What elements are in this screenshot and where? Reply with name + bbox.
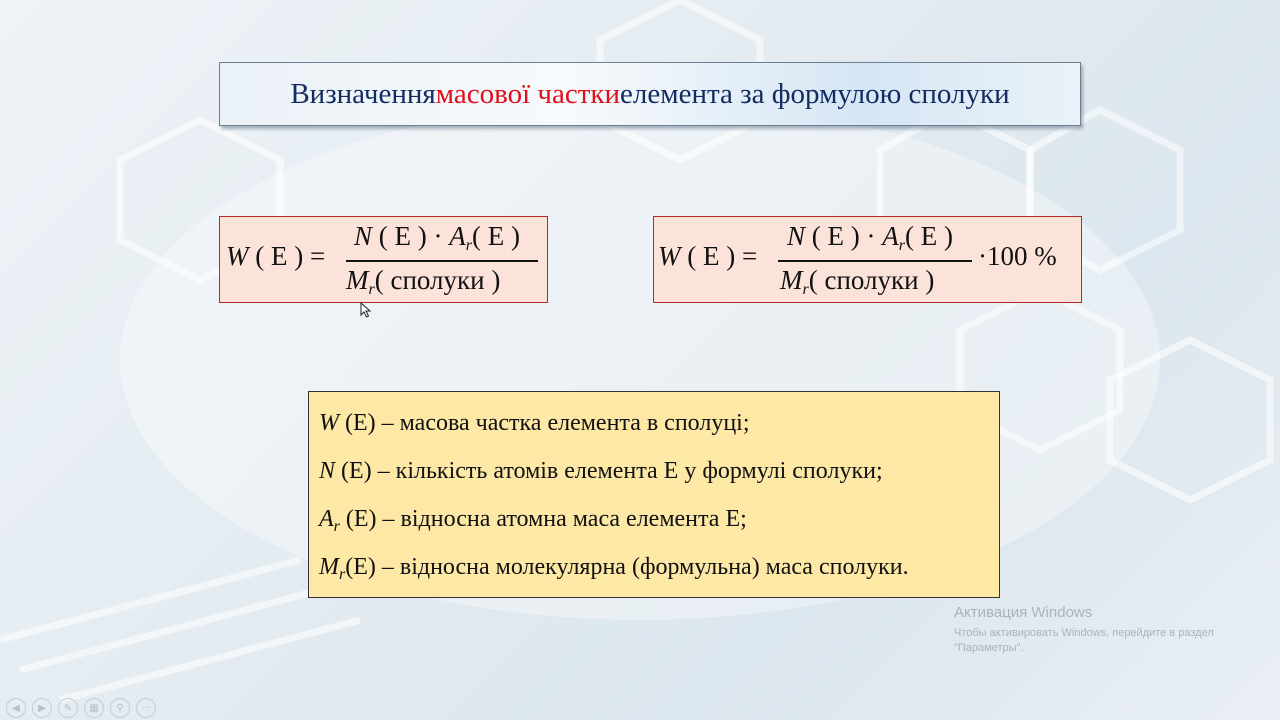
formula-num-n: N [354, 221, 373, 251]
legend-subscript: r [333, 518, 340, 535]
legend-text: (Е) – масова частка елемента в сполуці; [339, 410, 750, 436]
legend-item-w [319, 410, 750, 437]
formula-denominator [346, 265, 500, 296]
watermark-subtitle: Чтобы активировать Windows, перейдите в раздел "Параметры". [954, 627, 1214, 654]
formula-num-e: ( E ) · [805, 221, 883, 251]
formula-box-percent [653, 216, 1082, 303]
formula-lhs-symbol: W [226, 241, 249, 271]
formula-box-basic [219, 216, 548, 303]
legend-symbol: N [319, 458, 336, 484]
slide-grid-icon[interactable]: ▦ [84, 698, 104, 718]
legend-text: (Е) – кількість атомів елемента Е у формулі сполуки; [335, 458, 883, 484]
next-slide-icon[interactable]: ▶ [32, 698, 52, 718]
formula-num-a: A [882, 221, 899, 251]
formula-den-tail: ( сполуки ) [374, 265, 501, 295]
formula-lhs [658, 241, 757, 272]
legend-symbol: W [319, 410, 339, 436]
legend-subscript: r [339, 566, 346, 583]
title-text-accent: масової частки [435, 77, 621, 110]
title-text-after: елемента за формулою сполуки [620, 77, 1010, 110]
formula-num-tail: ( Е ) [471, 221, 520, 251]
fraction-line [778, 260, 972, 262]
previous-slide-icon[interactable]: ◀ [6, 698, 26, 718]
legend-item-mr [319, 554, 909, 581]
formula-num-n: N [787, 221, 806, 251]
formula-num-e: ( E ) · [372, 221, 450, 251]
formula-den-r: r [802, 281, 809, 298]
pen-icon[interactable]: ✎ [58, 698, 78, 718]
legend-text: (Е) – відносна атомна маса елемента Е; [339, 506, 747, 532]
formula-num-tail: ( Е ) [904, 221, 953, 251]
formula-num-r: r [898, 237, 905, 254]
formula-num-a: A [449, 221, 466, 251]
windows-activation-watermark [954, 604, 1254, 656]
formula-den-r: r [368, 281, 375, 298]
watermark-title: Активация Windows [954, 604, 1093, 621]
legend-item-ar [319, 506, 747, 533]
formula-denominator [780, 265, 934, 296]
formula-lhs [226, 241, 325, 272]
formula-den-m: M [780, 265, 803, 295]
more-options-icon[interactable]: ··· [136, 698, 156, 718]
fraction-line [346, 260, 538, 262]
legend-item-n [319, 458, 883, 485]
legend-text: (Е) – відносна молекулярна (формульна) маса сполуки. [345, 554, 909, 580]
formula-lhs-arg: ( Е ) = [680, 241, 758, 271]
formula-lhs-symbol: W [658, 241, 681, 271]
formula-multiplier: ·100 % [978, 241, 1057, 271]
zoom-icon[interactable]: ⚲ [110, 698, 130, 718]
formula-numerator [354, 221, 520, 252]
formula-numerator [787, 221, 953, 252]
slideshow-nav-bar [6, 698, 156, 718]
formula-num-r: r [465, 237, 472, 254]
title-text-before: Визначення [290, 77, 436, 110]
legend-symbol: A [319, 506, 334, 532]
formula-den-m: M [346, 265, 369, 295]
formula-lhs-arg: ( Е ) = [248, 241, 326, 271]
legend-symbol: M [319, 554, 339, 580]
slide-title [219, 62, 1081, 126]
formula-den-tail: ( сполуки ) [808, 265, 935, 295]
legend-box [308, 391, 1000, 598]
mouse-cursor-icon [360, 302, 372, 318]
